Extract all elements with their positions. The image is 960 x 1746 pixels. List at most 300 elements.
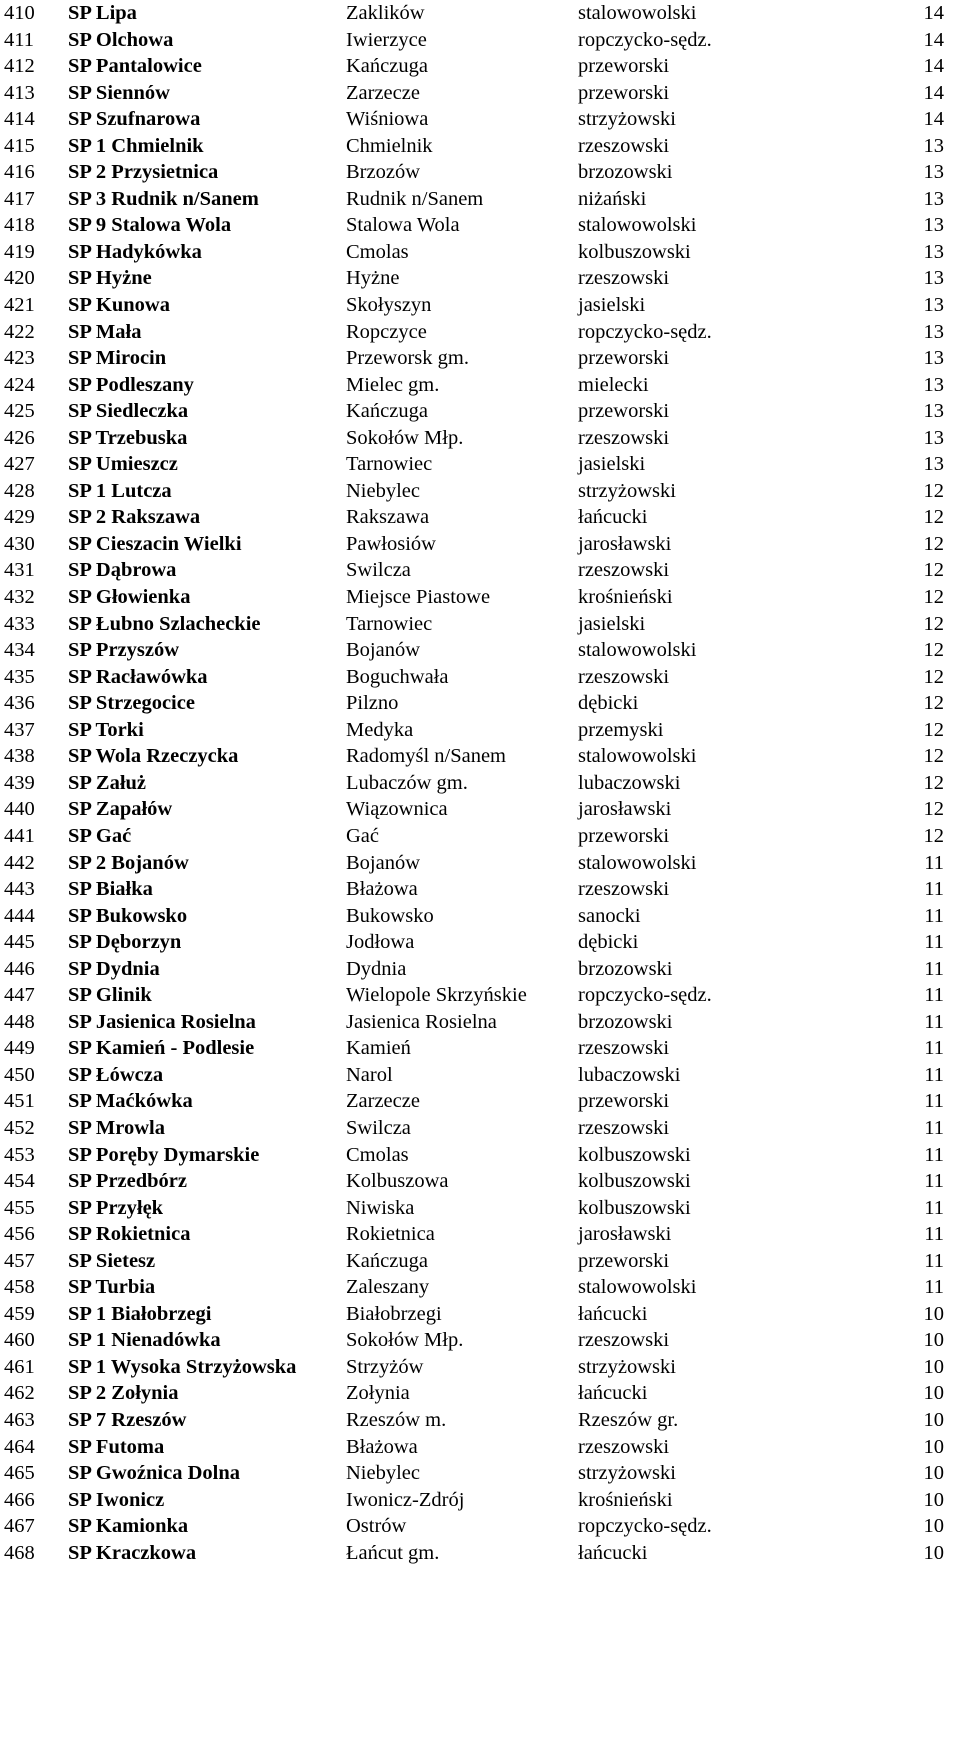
rank-number: 417 bbox=[4, 187, 35, 210]
district: stalowowolski bbox=[578, 851, 697, 874]
rank-number: 456 bbox=[4, 1223, 35, 1246]
municipality: Brzozów bbox=[346, 161, 421, 184]
municipality: Tarnowiec bbox=[346, 453, 433, 476]
municipality: Stalowa Wola bbox=[346, 214, 460, 237]
school-name: SP Olchowa bbox=[68, 28, 174, 51]
municipality: Pilzno bbox=[346, 692, 399, 715]
school-name: SP 7 Rzeszów bbox=[68, 1408, 187, 1431]
points: 12 bbox=[923, 639, 944, 662]
rank-number: 429 bbox=[4, 506, 35, 529]
table-row bbox=[0, 53, 960, 80]
table-row bbox=[0, 796, 960, 823]
rank-number: 464 bbox=[4, 1435, 35, 1458]
school-name: SP 1 Nienadówka bbox=[68, 1329, 221, 1352]
rank-number: 442 bbox=[4, 851, 35, 874]
points: 12 bbox=[923, 745, 944, 768]
points: 12 bbox=[923, 506, 944, 529]
municipality: Rokietnica bbox=[346, 1223, 435, 1246]
table-row bbox=[0, 717, 960, 744]
points: 14 bbox=[923, 28, 944, 51]
points: 12 bbox=[923, 612, 944, 635]
table-row bbox=[0, 637, 960, 664]
district: jarosławski bbox=[578, 532, 672, 555]
district: brzozowski bbox=[578, 957, 673, 980]
municipality: Miejsce Piastowe bbox=[346, 586, 491, 609]
rank-number: 446 bbox=[4, 957, 35, 980]
points: 11 bbox=[924, 1223, 944, 1246]
rank-number: 415 bbox=[4, 134, 35, 157]
district: lubaczowski bbox=[578, 1063, 681, 1086]
table-row bbox=[0, 1460, 960, 1487]
table-row bbox=[0, 1301, 960, 1328]
municipality: Iwonicz-Zdrój bbox=[346, 1488, 465, 1511]
points: 11 bbox=[924, 931, 944, 954]
municipality: Wiśniowa bbox=[346, 108, 429, 131]
school-name: SP Futoma bbox=[68, 1435, 165, 1458]
district: niżański bbox=[578, 187, 647, 210]
rank-number: 438 bbox=[4, 745, 35, 768]
points: 13 bbox=[923, 294, 944, 317]
school-name: SP Przedbórz bbox=[68, 1170, 187, 1193]
points: 14 bbox=[923, 81, 944, 104]
municipality: Narol bbox=[346, 1063, 393, 1086]
table-row bbox=[0, 876, 960, 903]
rank-number: 452 bbox=[4, 1116, 35, 1139]
rank-number: 440 bbox=[4, 798, 35, 821]
district: łańcucki bbox=[578, 1541, 648, 1564]
points: 10 bbox=[923, 1408, 944, 1431]
municipality: Boguchwała bbox=[346, 665, 449, 688]
district: jasielski bbox=[578, 612, 646, 635]
district: strzyżowski bbox=[578, 108, 676, 131]
school-name: SP Kamień - Podlesie bbox=[68, 1037, 255, 1060]
municipality: Strzyżów bbox=[346, 1355, 424, 1378]
school-name: SP 1 Chmielnik bbox=[68, 134, 204, 157]
points: 10 bbox=[923, 1355, 944, 1378]
rank-number: 449 bbox=[4, 1037, 35, 1060]
district: jasielski bbox=[578, 453, 646, 476]
district: stalowowolski bbox=[578, 639, 697, 662]
table-row bbox=[0, 319, 960, 346]
points: 11 bbox=[924, 1196, 944, 1219]
school-name: SP 2 Bojanów bbox=[68, 851, 189, 874]
points: 12 bbox=[923, 665, 944, 688]
municipality: Sokołów Młp. bbox=[346, 426, 464, 449]
municipality: Błażowa bbox=[346, 1435, 418, 1458]
school-name: SP Łówcza bbox=[68, 1063, 164, 1086]
table-row bbox=[0, 1009, 960, 1036]
rank-number: 457 bbox=[4, 1249, 35, 1272]
rank-number: 450 bbox=[4, 1063, 35, 1086]
points: 11 bbox=[924, 1116, 944, 1139]
municipality: Medyka bbox=[346, 718, 414, 741]
district: Rzeszów gr. bbox=[578, 1408, 679, 1431]
table-row bbox=[0, 1487, 960, 1514]
table-row bbox=[0, 1434, 960, 1461]
points: 11 bbox=[924, 1010, 944, 1033]
district: krośnieński bbox=[578, 1488, 673, 1511]
points: 11 bbox=[924, 1143, 944, 1166]
municipality: Gać bbox=[346, 824, 380, 847]
district: rzeszowski bbox=[578, 1116, 670, 1139]
municipality: Mielec gm. bbox=[346, 373, 440, 396]
district: lubaczowski bbox=[578, 771, 681, 794]
district: kolbuszowski bbox=[578, 1196, 691, 1219]
rank-number: 426 bbox=[4, 426, 35, 449]
school-name: SP Racławówka bbox=[68, 665, 208, 688]
points: 14 bbox=[923, 55, 944, 78]
rank-number: 447 bbox=[4, 984, 35, 1007]
table-row bbox=[0, 80, 960, 107]
points: 11 bbox=[924, 984, 944, 1007]
municipality: Lubaczów gm. bbox=[346, 771, 468, 794]
table-row bbox=[0, 133, 960, 160]
table-row bbox=[0, 743, 960, 770]
table-row bbox=[0, 531, 960, 558]
points: 11 bbox=[924, 1037, 944, 1060]
school-name: SP Strzegocice bbox=[68, 692, 195, 715]
points: 13 bbox=[923, 373, 944, 396]
points: 12 bbox=[923, 771, 944, 794]
municipality: Bukowsko bbox=[346, 904, 434, 927]
points: 14 bbox=[923, 2, 944, 24]
municipality: Zaklików bbox=[346, 2, 425, 24]
district: stalowowolski bbox=[578, 2, 697, 24]
municipality: Bojanów bbox=[346, 851, 421, 874]
municipality: Rakszawa bbox=[346, 506, 430, 529]
school-name: SP Kraczkowa bbox=[68, 1541, 197, 1564]
table-row bbox=[0, 159, 960, 186]
school-name: SP Lipa bbox=[68, 2, 137, 24]
rank-number: 437 bbox=[4, 718, 35, 741]
table-row bbox=[0, 584, 960, 611]
table-row bbox=[0, 27, 960, 54]
district: łańcucki bbox=[578, 506, 648, 529]
points: 12 bbox=[923, 798, 944, 821]
points: 11 bbox=[924, 1276, 944, 1299]
rank-number: 435 bbox=[4, 665, 35, 688]
district: rzeszowski bbox=[578, 267, 670, 290]
rank-number: 430 bbox=[4, 532, 35, 555]
school-name: SP Mirocin bbox=[68, 347, 167, 370]
municipality: Wiązownica bbox=[346, 798, 448, 821]
school-name: SP Łubno Szlacheckie bbox=[68, 612, 261, 635]
table-row bbox=[0, 478, 960, 505]
table-row bbox=[0, 929, 960, 956]
school-name: SP Iwonicz bbox=[68, 1488, 165, 1511]
municipality: Kamień bbox=[346, 1037, 411, 1060]
municipality: Swilcza bbox=[346, 1116, 411, 1139]
table-row bbox=[0, 690, 960, 717]
municipality: Niebylec bbox=[346, 1462, 420, 1485]
district: łańcucki bbox=[578, 1382, 648, 1405]
points: 13 bbox=[923, 161, 944, 184]
rank-number: 444 bbox=[4, 904, 35, 927]
municipality: Błażowa bbox=[346, 878, 418, 901]
points: 11 bbox=[924, 1249, 944, 1272]
school-name: SP Glinik bbox=[68, 984, 152, 1007]
municipality: Swilcza bbox=[346, 559, 411, 582]
rank-number: 414 bbox=[4, 108, 35, 131]
table-row bbox=[0, 611, 960, 638]
municipality: Kańczuga bbox=[346, 1249, 428, 1272]
municipality: Bojanów bbox=[346, 639, 421, 662]
district: rzeszowski bbox=[578, 559, 670, 582]
school-name: SP 9 Stalowa Wola bbox=[68, 214, 232, 237]
school-name: SP Umieszcz bbox=[68, 453, 178, 476]
rank-number: 467 bbox=[4, 1515, 35, 1538]
rank-number: 413 bbox=[4, 81, 35, 104]
district: przeworski bbox=[578, 1090, 670, 1113]
table-row bbox=[0, 903, 960, 930]
school-name: SP Przyłęk bbox=[68, 1196, 164, 1219]
district: kolbuszowski bbox=[578, 1143, 691, 1166]
rank-number: 431 bbox=[4, 559, 35, 582]
municipality: Chmielnik bbox=[346, 134, 433, 157]
table-row bbox=[0, 398, 960, 425]
rank-number: 443 bbox=[4, 878, 35, 901]
school-name: SP Zapałów bbox=[68, 798, 173, 821]
school-name: SP Hyżne bbox=[68, 267, 152, 290]
points: 11 bbox=[924, 1090, 944, 1113]
table-row bbox=[0, 1274, 960, 1301]
rank-number: 433 bbox=[4, 612, 35, 635]
municipality: Kolbuszowa bbox=[346, 1170, 449, 1193]
points: 10 bbox=[923, 1435, 944, 1458]
school-name: SP Kamionka bbox=[68, 1515, 189, 1538]
municipality: Hyżne bbox=[346, 267, 400, 290]
district: stalowowolski bbox=[578, 1276, 697, 1299]
points: 13 bbox=[923, 320, 944, 343]
rank-number: 451 bbox=[4, 1090, 35, 1113]
school-name: SP Hadykówka bbox=[68, 240, 202, 263]
rank-number: 424 bbox=[4, 373, 35, 396]
table-row bbox=[0, 1221, 960, 1248]
municipality: Cmolas bbox=[346, 1143, 409, 1166]
points: 14 bbox=[923, 108, 944, 131]
rank-number: 462 bbox=[4, 1382, 35, 1405]
table-row bbox=[0, 956, 960, 983]
district: przemyski bbox=[578, 718, 664, 741]
points: 13 bbox=[923, 214, 944, 237]
rank-number: 468 bbox=[4, 1541, 35, 1564]
rank-number: 421 bbox=[4, 294, 35, 317]
table-row bbox=[0, 1142, 960, 1169]
school-name: SP Sietesz bbox=[68, 1249, 156, 1272]
points: 10 bbox=[923, 1515, 944, 1538]
district: jarosławski bbox=[578, 798, 672, 821]
table-row bbox=[0, 1115, 960, 1142]
municipality: Wielopole Skrzyńskie bbox=[346, 984, 527, 1007]
school-name: SP Jasienica Rosielna bbox=[68, 1010, 256, 1033]
table-row bbox=[0, 850, 960, 877]
rank-number: 428 bbox=[4, 479, 35, 502]
points: 11 bbox=[924, 878, 944, 901]
municipality: Kańczuga bbox=[346, 400, 428, 423]
table-row bbox=[0, 1354, 960, 1381]
table-row bbox=[0, 425, 960, 452]
municipality: Ropczyce bbox=[346, 320, 427, 343]
school-name: SP Pantalowice bbox=[68, 55, 202, 78]
rank-number: 418 bbox=[4, 214, 35, 237]
school-name: SP Podleszany bbox=[68, 373, 194, 396]
table-row bbox=[0, 664, 960, 691]
rank-number: 458 bbox=[4, 1276, 35, 1299]
district: sanocki bbox=[578, 904, 641, 927]
district: dębicki bbox=[578, 692, 639, 715]
table-row bbox=[0, 372, 960, 399]
district: ropczycko-sędz. bbox=[578, 28, 712, 51]
school-name: SP Poręby Dymarskie bbox=[68, 1143, 260, 1166]
school-name: SP 2 Przysietnica bbox=[68, 161, 219, 184]
table-row bbox=[0, 239, 960, 266]
table-row bbox=[0, 1513, 960, 1540]
points: 13 bbox=[923, 134, 944, 157]
table-row bbox=[0, 0, 960, 27]
table-row bbox=[0, 186, 960, 213]
table-row bbox=[0, 292, 960, 319]
table-row bbox=[0, 823, 960, 850]
school-name: SP Gać bbox=[68, 824, 132, 847]
district: przeworski bbox=[578, 55, 670, 78]
points: 12 bbox=[923, 586, 944, 609]
district: rzeszowski bbox=[578, 1329, 670, 1352]
points: 13 bbox=[923, 187, 944, 210]
school-name: SP Dęborzyn bbox=[68, 931, 182, 954]
municipality: Rudnik n/Sanem bbox=[346, 187, 484, 210]
rank-number: 434 bbox=[4, 639, 35, 662]
school-name: SP Torki bbox=[68, 718, 144, 741]
points: 12 bbox=[923, 692, 944, 715]
municipality: Skołyszyn bbox=[346, 294, 432, 317]
points: 13 bbox=[923, 240, 944, 263]
school-name: SP 2 Zołynia bbox=[68, 1382, 179, 1405]
district: łańcucki bbox=[578, 1302, 648, 1325]
school-name: SP Mała bbox=[68, 320, 142, 343]
table-row bbox=[0, 1540, 960, 1567]
district: przeworski bbox=[578, 1249, 670, 1272]
table-row bbox=[0, 1035, 960, 1062]
municipality: Zaleszany bbox=[346, 1276, 430, 1299]
rank-number: 439 bbox=[4, 771, 35, 794]
district: stalowowolski bbox=[578, 745, 697, 768]
rank-number: 412 bbox=[4, 55, 35, 78]
table-row bbox=[0, 770, 960, 797]
school-name: SP Turbia bbox=[68, 1276, 156, 1299]
points: 13 bbox=[923, 267, 944, 290]
points: 11 bbox=[924, 851, 944, 874]
district: jasielski bbox=[578, 294, 646, 317]
rank-number: 455 bbox=[4, 1196, 35, 1219]
district: jarosławski bbox=[578, 1223, 672, 1246]
district: krośnieński bbox=[578, 586, 673, 609]
rank-number: 423 bbox=[4, 347, 35, 370]
municipality: Sokołów Młp. bbox=[346, 1329, 464, 1352]
table-row bbox=[0, 345, 960, 372]
school-name: SP Dydnia bbox=[68, 957, 160, 980]
points: 11 bbox=[924, 904, 944, 927]
school-name: SP Głowienka bbox=[68, 586, 191, 609]
district: rzeszowski bbox=[578, 134, 670, 157]
rank-number: 466 bbox=[4, 1488, 35, 1511]
rank-number: 422 bbox=[4, 320, 35, 343]
district: rzeszowski bbox=[578, 1435, 670, 1458]
school-name: SP Maćkówka bbox=[68, 1090, 193, 1113]
municipality: Cmolas bbox=[346, 240, 409, 263]
municipality: Pawłosiów bbox=[346, 532, 436, 555]
school-name: SP Wola Rzeczycka bbox=[68, 745, 239, 768]
district: przeworski bbox=[578, 347, 670, 370]
points: 11 bbox=[924, 1170, 944, 1193]
school-name: SP Rokietnica bbox=[68, 1223, 191, 1246]
district: mielecki bbox=[578, 373, 649, 396]
district: strzyżowski bbox=[578, 479, 676, 502]
rank-number: 425 bbox=[4, 400, 35, 423]
points: 11 bbox=[924, 1063, 944, 1086]
rank-number: 419 bbox=[4, 240, 35, 263]
table-row bbox=[0, 1327, 960, 1354]
points: 13 bbox=[923, 426, 944, 449]
points: 12 bbox=[923, 532, 944, 555]
school-name: SP Białka bbox=[68, 878, 153, 901]
rank-number: 453 bbox=[4, 1143, 35, 1166]
table-row bbox=[0, 451, 960, 478]
municipality: Dydnia bbox=[346, 957, 407, 980]
school-name: SP 1 Wysoka Strzyżowska bbox=[68, 1355, 297, 1378]
rank-number: 411 bbox=[4, 28, 34, 51]
school-name: SP 3 Rudnik n/Sanem bbox=[68, 187, 259, 210]
rank-number: 461 bbox=[4, 1355, 35, 1378]
school-name: SP Dąbrowa bbox=[68, 559, 177, 582]
rank-number: 454 bbox=[4, 1170, 35, 1193]
rank-number: 441 bbox=[4, 824, 35, 847]
district: ropczycko-sędz. bbox=[578, 1515, 712, 1538]
table-row bbox=[0, 557, 960, 584]
rank-number: 465 bbox=[4, 1462, 35, 1485]
school-name: SP Mrowla bbox=[68, 1116, 165, 1139]
district: rzeszowski bbox=[578, 665, 670, 688]
table-row bbox=[0, 212, 960, 239]
municipality: Iwierzyce bbox=[346, 28, 427, 51]
district: przeworski bbox=[578, 824, 670, 847]
municipality: Rzeszów m. bbox=[346, 1408, 447, 1431]
municipality: Ostrów bbox=[346, 1515, 407, 1538]
municipality: Kańczuga bbox=[346, 55, 428, 78]
district: dębicki bbox=[578, 931, 639, 954]
district: strzyżowski bbox=[578, 1355, 676, 1378]
school-name: SP Szufnarowa bbox=[68, 108, 201, 131]
school-name: SP Cieszacin Wielki bbox=[68, 532, 242, 555]
table-row bbox=[0, 265, 960, 292]
municipality: Radomyśl n/Sanem bbox=[346, 745, 507, 768]
rank-number: 445 bbox=[4, 931, 35, 954]
municipality: Zołynia bbox=[346, 1382, 410, 1405]
table-row bbox=[0, 1380, 960, 1407]
municipality: Zarzecze bbox=[346, 1090, 420, 1113]
district: rzeszowski bbox=[578, 878, 670, 901]
points: 10 bbox=[923, 1488, 944, 1511]
table-row bbox=[0, 1062, 960, 1089]
district: przeworski bbox=[578, 81, 670, 104]
school-name: SP Gwoźnica Dolna bbox=[68, 1462, 240, 1485]
district: brzozowski bbox=[578, 1010, 673, 1033]
table-row bbox=[0, 1407, 960, 1434]
rank-number: 460 bbox=[4, 1329, 35, 1352]
municipality: Niwiska bbox=[346, 1196, 415, 1219]
points: 13 bbox=[923, 400, 944, 423]
rank-number: 420 bbox=[4, 267, 35, 290]
school-name: SP Trzebuska bbox=[68, 426, 188, 449]
